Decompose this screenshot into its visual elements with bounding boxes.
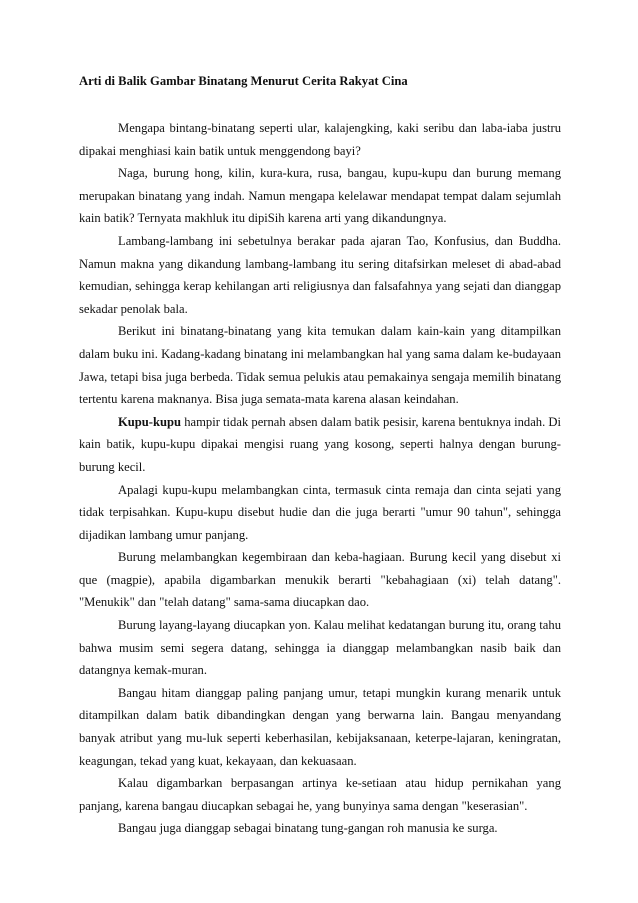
paragraph: Berikut ini binatang-binatang yang kita temukan dalam kain-kain yang ditampilkan dalam buku ini. Kadang-kadang binatang ini melambangkan hal yang sama dalam ke-budayaan Jawa, tetapi bisa juga berbeda. Tidak semua pelukis atau pemakainya sengaja memilih binatang tertentu karena maknanya. Bisa juga semata-mata karena alasan keindahan.	[79, 324, 561, 407]
term-kupu-kupu: Kupu-kupu	[118, 414, 182, 429]
paragraph: Naga, burung hong, kilin, kura-kura, rusa, bangau, kupu-kupu dan burung memang merupakan binatang yang indah. Namun mengapa kelelawar mendapat tempat dalam sejumlah kain batik? Ternyata makhluk itu dipiSih karena arti yang dikandungnya.	[79, 166, 561, 226]
paragraph: Mengapa bintang-binatang seperti ular, kalajengking, kaki seribu dan laba-iaba justru dipakai menghiasi kain batik untuk menggendong bayi?	[79, 121, 561, 158]
paragraph: Burung layang-layang diucapkan yon. Kalau melihat kedatangan burung itu, orang tahu bahwa musim semi segera datang, sehingga ia dianggap melambangkan nasib baik dan datangnya kemak-muran.	[79, 618, 561, 678]
paragraph: Kupu-kupu hampir tidak pernah absen dalam batik pesisir, karena bentuknya indah. Di kain batik, kupu-kupu dipakai mengisi ruang yang kosong, seperti halnya dengan burung-burung kecil.	[79, 414, 561, 474]
paragraph: Kalau digambarkan berpasangan artinya ke-setiaan atau hidup pernikahan yang panjang, karena bangau diucapkan sebagai he, yang bunyinya sama dengan "keserasian".	[79, 776, 561, 813]
paragraph: Apalagi kupu-kupu melambangkan cinta, termasuk cinta remaja dan cinta sejati yang tidak terpisahkan. Kupu-kupu disebut hudie dan die juga berarti "umur 90 tahun", sehingga dijadikan lambang umur panjang.	[79, 482, 561, 542]
paragraph: Lambang-lambang ini sebetulnya berakar pada ajaran Tao, Konfusius, dan Buddha. Namun makna yang dikandung lambang-lambang itu sering ditafsirkan meleset di abad-abad kemudian, sehingga kerap kehilangan arti religiusnya dan falsafahnya yang sejati dan dianggap sekadar penolak bala.	[79, 233, 561, 316]
paragraph: Bangau hitam dianggap paling panjang umur, tetapi mungkin kurang menarik untuk ditampilkan dalam batik dibandingkan dengan yang berwarna lain. Bangau menyandang banyak atribut yang mu-luk seperti keberhasilan, kebijaksanaan, keterpe-lajaran, keningratan, keagungan, tekad yang kuat, kekayaan, dan kekuasaan.	[79, 685, 561, 768]
paragraph: Burung melambangkan kegembiraan dan keba-hagiaan. Burung kecil yang disebut xi que (magpie), apabila digambarkan menukik berarti "kebahagiaan (xi) telah datang". "Menukik" dan "telah datang" sama-sama diucapkan dao.	[79, 550, 561, 610]
document-title: Arti di Balik Gambar Binatang Menurut Cerita Rakyat Cina	[79, 74, 408, 88]
document-page	[79, 70, 561, 840]
paragraph: Bangau juga dianggap sebagai binatang tung-gangan roh manusia ke surga.	[118, 821, 498, 836]
